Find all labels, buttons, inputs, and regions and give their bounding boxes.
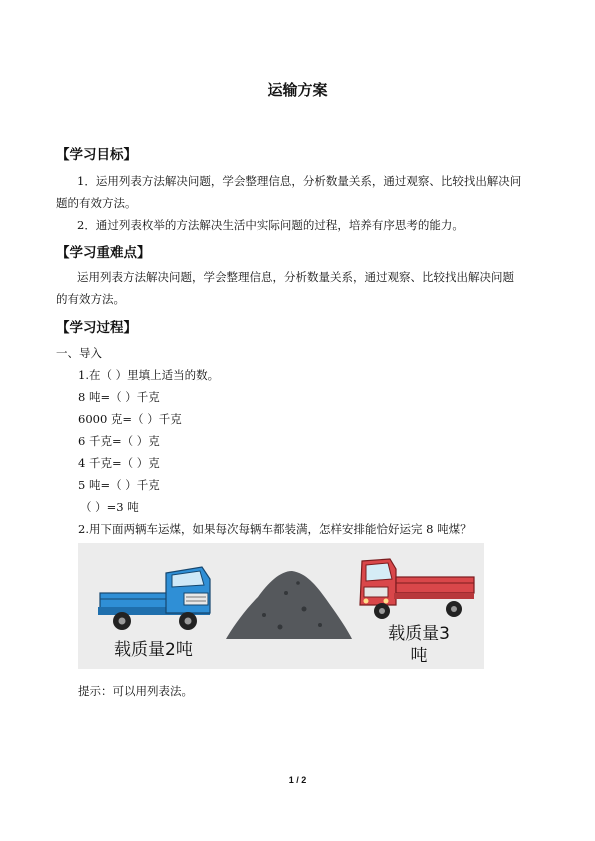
- conversion-item: 6 千克=（ ）克: [78, 434, 160, 448]
- goal-1-line-2: 题的有效方法。: [56, 196, 137, 210]
- question-1: 1.在（ ）里填上适当的数。: [78, 368, 220, 382]
- conversion-item: 8 吨=（ ）千克: [78, 390, 160, 404]
- trucks-figure: [78, 543, 484, 669]
- truck-2-label-line-1: 载质量3: [388, 624, 450, 644]
- goals-heading: 【学习目标】: [56, 147, 137, 163]
- key-points-line-2: 的有效方法。: [56, 292, 125, 306]
- truck-2-label: [380, 623, 458, 667]
- hint: 提示：可以用列表法。: [78, 684, 193, 698]
- coal-pile-image: [224, 565, 354, 643]
- page-number: 1 / 2: [288, 775, 307, 785]
- conversion-item: 6000 克=（ ）千克: [78, 412, 182, 426]
- question-2: 2.用下面两辆车运煤，如果每次每辆车都装满，怎样安排能恰好运完 8 吨煤？: [78, 522, 472, 536]
- truck-2-label-line-2: 吨: [410, 646, 428, 666]
- blue-truck-image: [98, 555, 216, 635]
- conversion-item: 4 千克=（ ）克: [78, 456, 160, 470]
- conversion-item: 5 吨=（ ）千克: [78, 478, 160, 492]
- goal-2: 2．通过列表枚举的方法解决生活中实际问题的过程，培养有序思考的能力。: [77, 218, 464, 232]
- process-heading: 【学习过程】: [56, 320, 137, 336]
- page-title: 运输方案: [267, 81, 328, 99]
- key-points-heading: 【学习重难点】: [56, 245, 151, 261]
- conversion-item: （ ）=3 吨: [80, 500, 139, 514]
- goal-1-line-1: 1．运用列表方法解决问题，学会整理信息，分析数量关系，通过观察、比较找出解决问: [77, 174, 522, 188]
- truck-1-label: 载质量2吨: [114, 640, 193, 660]
- intro-heading: 一、导入: [56, 346, 102, 360]
- red-truck-image: [356, 551, 478, 623]
- key-points-line-1: 运用列表方法解决问题，学会整理信息，分析数量关系，通过观察、比较找出解决问题: [77, 270, 514, 284]
